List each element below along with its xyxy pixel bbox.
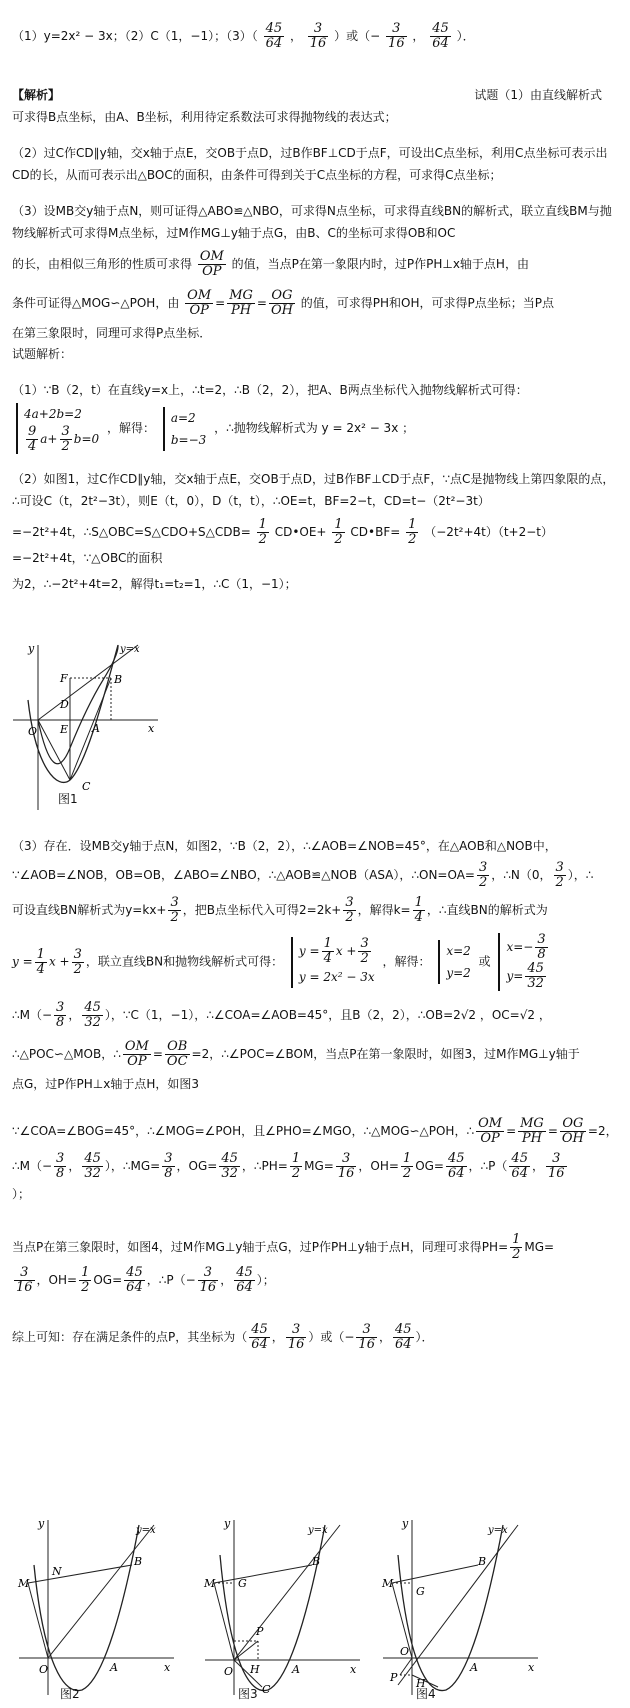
- solution-s3d: y = $\frac{1}{4}$ x + $\frac{3}{2}$ ，联立直线BN和抛物线解析式可得： y = $\frac{1}{4}$ x + $\frac{3}{2}$ y = 2x² − 3x ，解得： x=2 y=2 或 x=− $\frac{3}{8}$ y= $\frac{45}{32}$: [12, 933, 620, 991]
- equation-system: y = $\frac{1}{4}$ x + $\frac{3}{2}$ y = 2x² − 3x: [291, 937, 375, 988]
- solution-part3: [12, 835, 620, 1352]
- fraction: $\frac{OM}{OP}$: [199, 249, 224, 279]
- svg-text:x: x: [350, 1663, 357, 1676]
- analysis-p1: 可求得B点坐标，由A、B坐标，利用待定系数法可求得抛物线的表达式；: [12, 110, 397, 124]
- solution-s2c: 为2，∴−2t²+4t=2，解得t₁=t₂=1，∴C（1，−1）；: [12, 577, 297, 591]
- fraction: $\frac{3}{2}$: [478, 860, 488, 890]
- svg-text:y=x: y=x: [308, 1525, 328, 1536]
- solution-s3f: ∴△POC∽△MOB，∴ $\frac{OM}{OP}$ = $\frac{OB}{OC}$ =2，∴∠POC=∠BOM，当点P在第一象限时，如图3，过M作MG⊥y轴于: [12, 1039, 580, 1069]
- text: 的值，可求得PH和OH，可求得P点坐标；当P点: [300, 296, 554, 310]
- svg-text:y: y: [402, 1517, 409, 1530]
- svg-text:y=x: y=x: [488, 1525, 508, 1536]
- text: CD•BF=: [350, 525, 401, 539]
- svg-text:P: P: [390, 1671, 398, 1684]
- svg-text:A: A: [292, 1663, 300, 1676]
- svg-text:B: B: [312, 1555, 321, 1568]
- svg-text:A: A: [110, 1661, 118, 1674]
- svg-text:H: H: [416, 1677, 426, 1690]
- solution-s3e: ∴M（− $\frac{3}{8}$ ， $\frac{45}{32}$ ），∵C（1，−1），∴∠COA=∠AOB=45°，且B（2，2），∴OB=2√2 ，OC=√2 ，: [12, 1000, 551, 1030]
- fraction: $\frac{MG}{PH}$: [229, 288, 253, 318]
- svg-text:G: G: [416, 1585, 425, 1598]
- text: 或: [478, 954, 491, 969]
- svg-text:O: O: [28, 725, 38, 738]
- solution-s3j: 当点P在第三象限时，如图4，过M作MG⊥y轴于点G，过P作PH⊥y轴于点H，同理可求得PH= $\frac{1}{2}$ MG=: [12, 1232, 555, 1262]
- figure-3: [200, 1515, 370, 1700]
- figure-1-caption: 图1: [58, 792, 78, 806]
- svg-text:D: D: [60, 698, 69, 711]
- figure-2-caption: 图2: [60, 1687, 80, 1701]
- text: （−2t²+4t）（t+2−t）=−2t²+4t，∵△OBC的面积: [12, 525, 554, 565]
- solution-s3i: ∴M（− $\frac{3}{8}$ ， $\frac{45}{32}$ ），∴MG= $\frac{3}{8}$ ，OG= $\frac{45}{32}$ ，∴PH= $\frac{1}{2}$ MG= $\frac{3}{16}$ ，OH= $\frac{1}{2}$ OG= $\frac{45}{64}$ ，∴P（ $\frac{45}{64}$ ， $\frac{3}{16}$: [12, 1151, 565, 1181]
- analysis-p2: （2）过C作CD∥y轴，交x轴于点E，交OB于点D，过B作BF⊥CD于点F，可设出C点坐标，利用C点坐标可表示出CD的长，从而可表示出△BOC的面积，由条件可得到关于C点坐标的方程，可求得C点坐标；: [12, 146, 608, 182]
- svg-text:G: G: [238, 1577, 247, 1590]
- figure-3-caption: 图3: [238, 1687, 258, 1701]
- text: =−2t²+4t，∴S△OBC=S△CDO+S△CDB=: [12, 525, 251, 539]
- svg-text:O: O: [39, 1663, 49, 1676]
- svg-text:O: O: [400, 1645, 410, 1658]
- text: ，解得：: [106, 421, 155, 435]
- text: ，解得：: [382, 954, 431, 969]
- svg-text:E: E: [60, 723, 69, 736]
- text: 的值，当点P在第一象限内时，过P作PH⊥x轴于点H，由: [231, 257, 529, 271]
- solution-s2a: （2）如图1，过C作CD∥y轴，交x轴于点E，交OB于点D，过B作BF⊥CD于点F，∵点C是抛物线上第四象限的点，∴可设C（t，2t²−3t），则E（t，0），D（t，t），∴OE=t，BF=2−t，CD=t−（2t²−3t）: [12, 472, 615, 508]
- svg-text:C: C: [82, 780, 91, 793]
- solution-s3a: （3）存在．设MB交y轴于点N，如图2，∵B（2，2），∴∠AOB=∠NOB=45°，在△AOB和△NOB中，: [12, 839, 557, 853]
- figure-2: [14, 1515, 194, 1700]
- solution-s3h: ∵∠COA=∠BOG=45°，∴∠MOG=∠POH，且∠PHO=∠MGO，∴△MOG∽△POH，∴ $\frac{OM}{OP}$ = $\frac{MG}{PH}$ = $\frac{OG}{OH}$ =2，: [12, 1116, 618, 1146]
- fraction: $\frac{1}{2}$: [408, 517, 417, 547]
- svg-text:A: A: [92, 722, 100, 735]
- analysis-p3b: [12, 250, 620, 279]
- fraction: $\frac{45}{64}$: [265, 21, 283, 51]
- text: ，联立直线BN和抛物线解析式可得：: [85, 954, 284, 969]
- solution-system: x=2 y=2: [438, 940, 470, 984]
- svg-text:y=x: y=x: [120, 644, 140, 655]
- svg-text:y: y: [28, 642, 35, 655]
- answer-line: [12, 22, 620, 51]
- fraction: $\frac{1}{2}$: [258, 517, 267, 547]
- text: 条件可证得△MOG∽△POH，由: [12, 296, 180, 310]
- fraction: $\frac{3}{2}$: [170, 895, 179, 925]
- svg-text:y: y: [38, 1517, 45, 1530]
- figure-2-graph: [14, 1515, 194, 1700]
- svg-text:M: M: [204, 1577, 216, 1590]
- figure-4-graph: [378, 1515, 548, 1700]
- solution-s3i-end: ）；: [12, 1187, 31, 1201]
- fraction: $\frac{45}{64}$: [432, 21, 449, 51]
- svg-text:F: F: [60, 672, 68, 685]
- equation-system: 4a+2b=2 $\frac{9}{4}$ a+ $\frac{3}{2}$ b=0: [16, 403, 99, 454]
- svg-text:y=x: y=x: [136, 1525, 156, 1536]
- analysis-p3d: 在第三象限时，同理可求得P点坐标．: [12, 326, 212, 340]
- svg-text:y: y: [224, 1517, 231, 1530]
- analysis-heading: 【解析】: [12, 88, 61, 102]
- svg-text:x: x: [528, 1661, 535, 1674]
- comma: ，: [412, 29, 425, 43]
- solution-s3b: [12, 861, 620, 890]
- svg-text:B: B: [478, 1555, 487, 1568]
- figure-3-graph: [200, 1515, 370, 1700]
- answer-text: （1）y=2x² − 3x；（2）C（1，−1）；（3）（: [12, 29, 258, 43]
- figure-4-caption: 图4: [416, 1687, 436, 1701]
- fraction: $\frac{3}{16}$: [309, 21, 327, 51]
- solution-section: [12, 343, 620, 595]
- solution-heading: 试题解析：: [12, 347, 73, 361]
- analysis-p3c: 条件可证得△MOG∽△POH，由 $\frac{OM}{OP}$ = $\frac{MG}{PH}$ = $\frac{OG}{OH}$ 的值，可求得PH和OH，可求得P点坐标；当P点: [12, 288, 554, 318]
- svg-text:C: C: [262, 1683, 271, 1696]
- svg-text:P: P: [256, 1625, 264, 1638]
- svg-text:M: M: [18, 1577, 30, 1590]
- comma: ，: [289, 29, 302, 43]
- svg-text:M: M: [382, 1577, 394, 1590]
- solution-s3c: [12, 896, 620, 925]
- text: ，∴N（0，: [491, 868, 552, 882]
- svg-text:x: x: [164, 1661, 171, 1674]
- figure-1: [8, 640, 178, 815]
- solution-s3k: $\frac{3}{16}$ ，OH= $\frac{1}{2}$ OG= $\frac{45}{64}$ ，∴P（− $\frac{3}{16}$ ， $\frac{45}{64}$ ）；: [16, 1265, 275, 1295]
- analysis-section: [12, 84, 620, 344]
- svg-text:A: A: [470, 1661, 478, 1674]
- end-text: ）．: [456, 29, 475, 43]
- fraction: $\frac{3}{2}$: [555, 860, 564, 890]
- text: ，∴抛物线解析式为 y = 2x² − 3x ；: [214, 421, 415, 435]
- text: CD•OE+: [274, 525, 327, 539]
- text: ，∴直线BN的解析式为: [426, 903, 548, 917]
- or-text: ）或（−: [334, 29, 381, 43]
- figure-1-graph: [8, 640, 178, 815]
- fraction: $\frac{OM}{OP}$: [187, 288, 212, 318]
- text: ，把B点坐标代入可得2=2k+: [182, 903, 342, 917]
- svg-text:B: B: [114, 673, 123, 686]
- svg-text:x: x: [148, 722, 155, 735]
- fraction: $\frac{3}{16}$: [388, 21, 405, 51]
- fraction: $\frac{OG}{OH}$: [270, 288, 293, 318]
- solution-s1-system: [12, 403, 620, 454]
- text: ，解得k=: [357, 903, 411, 917]
- fraction: $\frac{1}{4}$: [414, 895, 423, 925]
- svg-text:B: B: [134, 1555, 143, 1568]
- fraction: $\frac{3}{2}$: [345, 895, 354, 925]
- text: 可设直线BN解析式为y=kx+: [12, 903, 167, 917]
- solution-conclusion: 综上可知：存在满足条件的点P，其坐标为（ $\frac{45}{64}$ ， $\frac{3}{16}$ ）或（− $\frac{3}{16}$ ， $\frac{45}{64}$ ）．: [12, 1322, 434, 1352]
- text: ），∴: [567, 868, 594, 882]
- svg-text:H: H: [250, 1663, 260, 1676]
- svg-text:N: N: [52, 1565, 62, 1578]
- solution-system: a=2 b=−3: [163, 407, 206, 451]
- svg-text:O: O: [224, 1665, 234, 1678]
- text: ∵∠AOB=∠NOB，OB=OB，∠ABO=∠NBO，∴△AOB≌△NOB（ASA），∴ON=OA=: [12, 868, 475, 882]
- solution-system: x=− $\frac{3}{8}$ y= $\frac{45}{32}$: [498, 933, 549, 991]
- analysis-p3a: （3）设MB交y轴于点N，则可证得△ABO≌△NBO，可求得N点坐标，可求得直线BN的解析式，联立直线BM与抛物线解析式可求得M点坐标，过M作MG⊥y轴于点G，由B、C的坐标可求得OB和OC: [12, 204, 612, 240]
- solution-s1: （1）∵B（2，t）在直线y=x上，∴t=2，∴B（2，2），把A、B两点坐标代入抛物线解析式可得：: [12, 383, 528, 397]
- analysis-right-text: 试题（1）由直线解析式: [474, 88, 602, 102]
- solution-s3g: 点G，过P作PH⊥x轴于点H，如图3: [12, 1077, 200, 1091]
- text: 的长，由相似三角形的性质可求得: [12, 257, 193, 271]
- fraction: $\frac{1}{2}$: [334, 517, 343, 547]
- figure-4: [378, 1515, 548, 1700]
- solution-s2b: [12, 518, 620, 569]
